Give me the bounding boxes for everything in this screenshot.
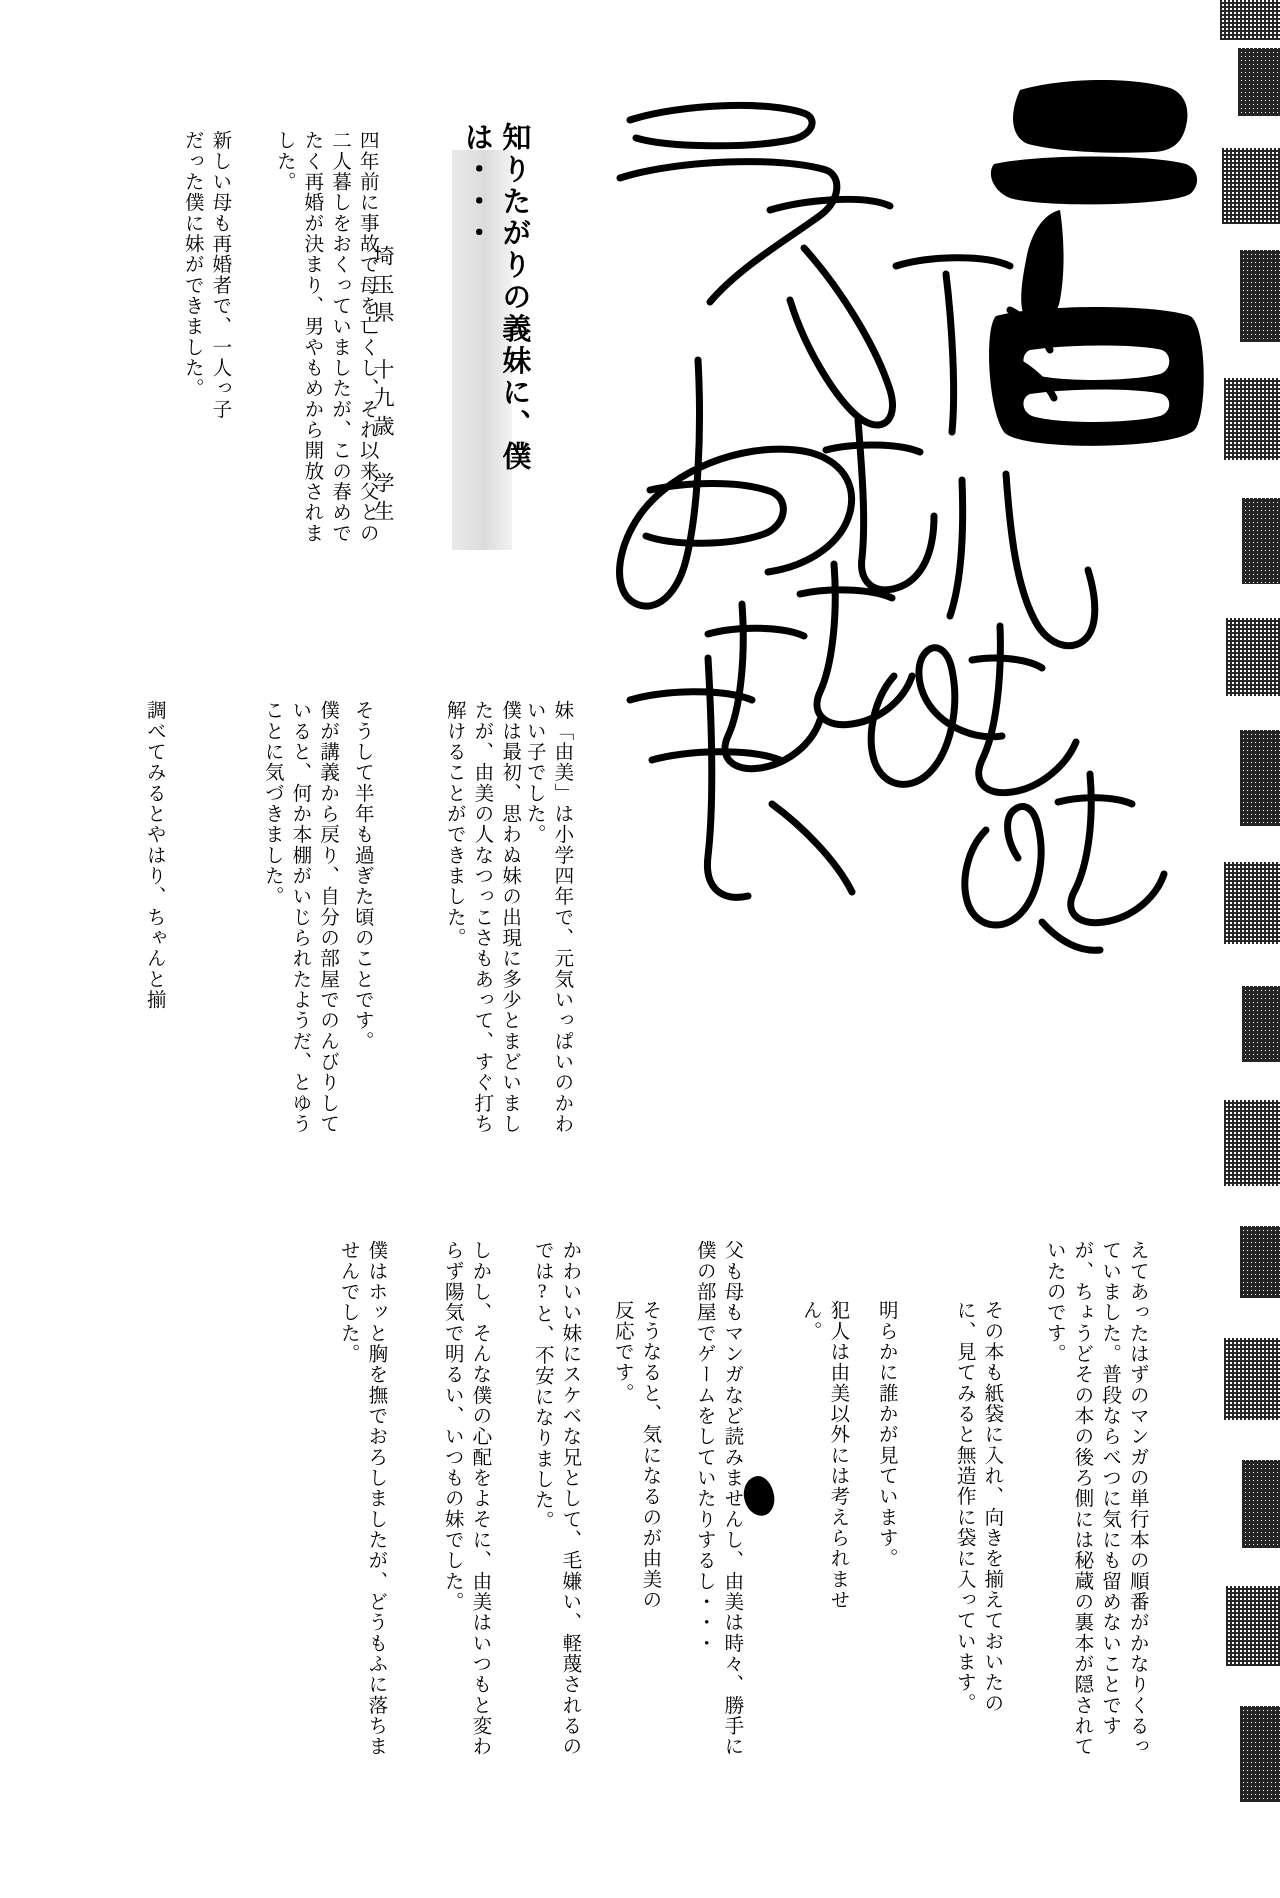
title-artwork	[590, 60, 1210, 960]
headline	[455, 118, 534, 638]
body-column-top-2: 新しい母も再婚者で、一人っ子だった僕に妹ができました。	[181, 130, 231, 420]
byline: 埼玉県 十九歳 学生	[371, 245, 395, 529]
body-column-bot-1: えてあったはずのマンガの単行本の順番がかなりくるっていました。普段ならべつに気にも留めないことですが、ちょうどその本の後ろ側には秘蔵の裏本が隠されていたのです。	[1043, 1240, 1148, 1757]
body-column-mid-2: 僕は最初、思わぬ妹の出現に多少とまどいましたが、由美の人なつっこさもあって、すぐ打ち解けることができました。	[443, 700, 521, 1135]
body-column-bot-6: そうなると、気になるのが由美の反応です。	[611, 1300, 661, 1611]
body-column-bot-5: 父も母もマンガなど読みませんし、由美は時々、勝手に僕の部屋でゲームをしていたりするし・・・	[693, 1240, 743, 1757]
body-column-bot-2: その本も紙袋に入れ、向きを揃えておいたのに、見てみると無造作に袋に入っています。	[953, 1300, 1003, 1714]
body-column-bot-3: 明らかに誰かが見ています。	[875, 1300, 897, 1569]
body-column-bot-9: 僕はホッと胸を撫でおろしましたが、どうもふに落ちませんでした。	[337, 1240, 387, 1757]
headline-text: 知りたがりの義妹に、僕は・・・	[460, 122, 531, 473]
body-column-top-1: 四年前に事故で母を亡くし、それ以来父との二人暮しをおくっていましたが、この春めでたく再婚が決まり、男やもめから開放されました。	[273, 130, 378, 544]
body-column-bot-4: 犯人は由美以外には考えられません。	[799, 1300, 849, 1611]
body-column-mid-1: 妹「由美」は小学四年で、元気いっぱいのかわいい子でした。	[523, 700, 573, 1135]
body-column-mid-3: そうして半年も過ぎた頃のことです。	[351, 700, 373, 1052]
title-kanji-kokuhaku	[989, 80, 1204, 446]
ink-blob	[741, 1474, 776, 1518]
body-column-bot-7: かわいい妹にスケベな兄として、毛嫌い、軽蔑されるのでは?と、不安になりました。	[531, 1240, 581, 1757]
body-column-mid-4: 僕が講義から戻り、自分の部屋でのんびりしていると、何か本棚がいじられたようだ、とゆうことに気づきました。	[261, 700, 339, 1135]
body-column-bot-8: しかし、そんな僕の心配をよそに、由美はいつもと変わらず陽気で明るい、いつもの妹でした。	[441, 1240, 491, 1757]
title-outline-strokes	[620, 105, 1164, 950]
body-column-mid-5: 調べてみるとやはり、ちゃんと揃	[143, 700, 165, 1011]
